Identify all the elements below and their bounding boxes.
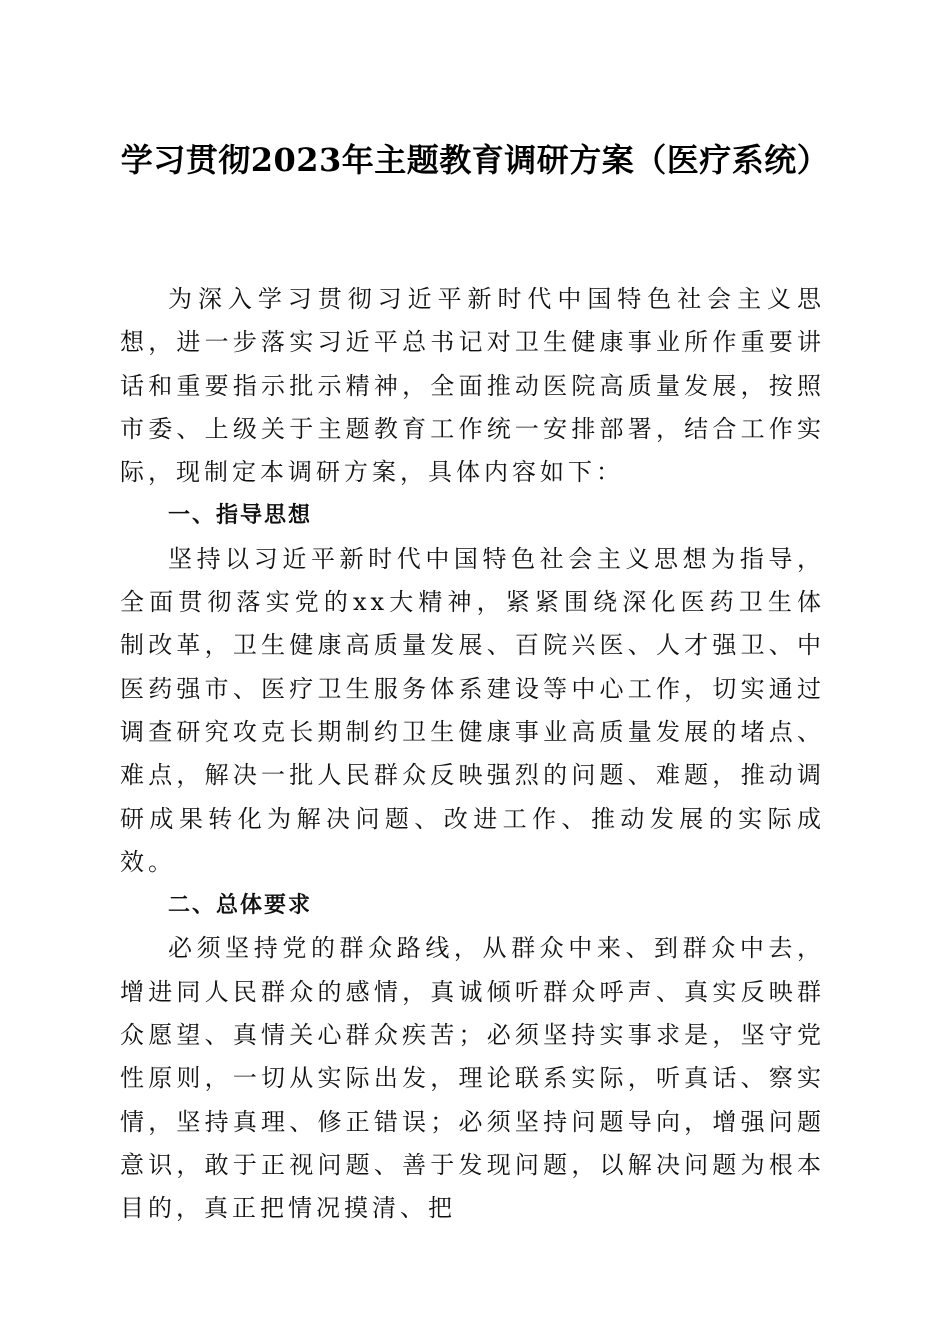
- intro-paragraph: 为深入学习贯彻习近平新时代中国特色社会主义思想，进一步落实习近平总书记对卫生健康事业所作重要讲话和重要指示批示精神，全面推动医院高质量发展，按照市委、上级关于主题教育工作统一安排部署，结合工作实际，现制定本调研方案，具体内容如下：: [120, 285, 825, 487]
- document-body: [120, 278, 825, 1231]
- section-heading-general-requirements: 二、总体要求: [167, 893, 312, 919]
- section-paragraph-general-requirements: 必须坚持党的群众路线，从群众中来、到群众中去，增进同人民群众的感情，真诚倾听群众呼声、真实反映群众愿望、真情关心群众疾苦；必须坚持实事求是，坚守党性原则，一切从实际出发，理论联系实际，听真话、察实情，坚持真理、修正错误；必须坚持问题导向，增强问题意识，敢于正视问题、善于发现问题，以解决问题为根本目的，真正把情况摸清、把: [120, 934, 825, 1223]
- section-paragraph-guiding-ideology: 坚持以习近平新时代中国特色社会主义思想为指导，全面贯彻落实党的xx大精神，紧紧围绕深化医药卫生体制改革，卫生健康高质量发展、百院兴医、人才强卫、中医药强市、医疗卫生服务体系建设等中心工作，切实通过调查研究攻克长期制约卫生健康事业高质量发展的堵点、难点，解决一批人民群众反映强烈的问题、难题，推动调研成果转化为解决问题、改进工作、推动发展的实际成效。: [120, 544, 825, 876]
- section-heading-guiding-ideology: 一、指导思想: [167, 503, 312, 529]
- document-title: 学习贯彻2023年主题教育调研方案（医疗系统）: [120, 141, 830, 179]
